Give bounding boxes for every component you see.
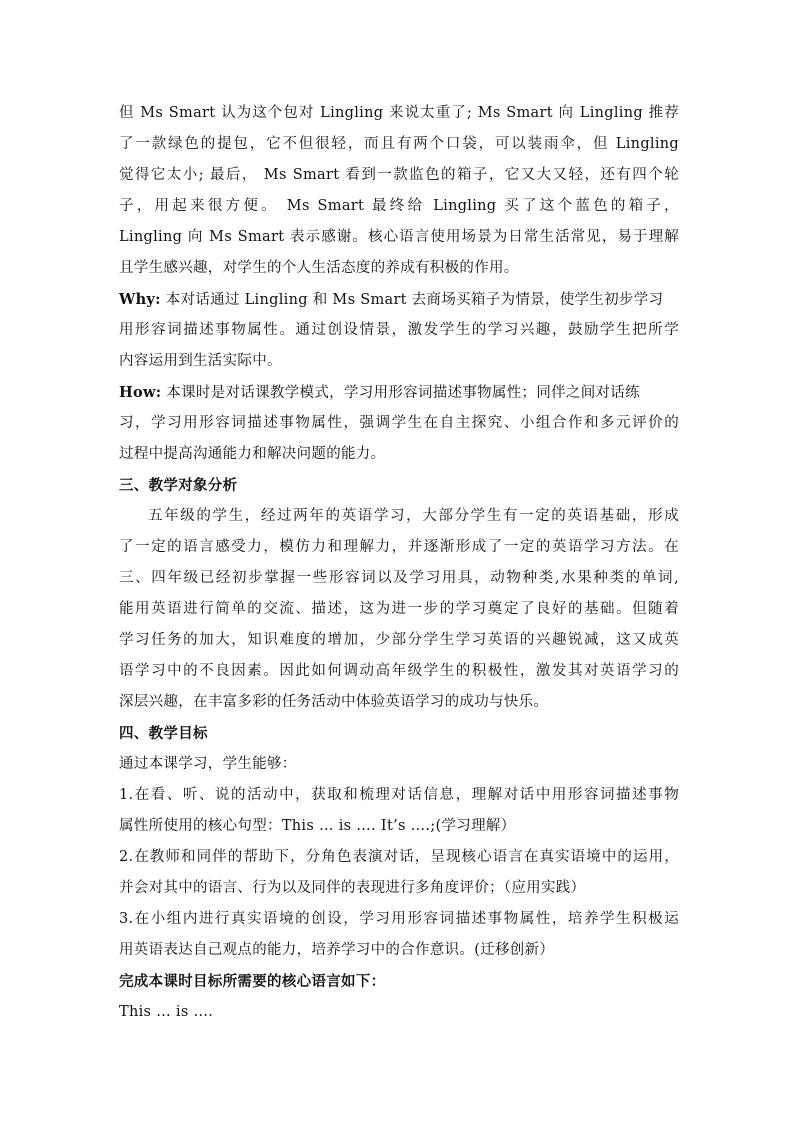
why-label: Why: (119, 291, 161, 308)
text-line: 觉得它太小; 最后， Ms Smart 看到一款监色的箱子，它又大又轻，还有四个轮 (119, 167, 679, 183)
text-line: 且学生感兴趣，对学生的个人生活态度的养成有积极的作用。 (119, 260, 519, 276)
analysis-paragraph (119, 501, 679, 718)
goal-item-1 (119, 780, 679, 842)
section-heading-4: 四、教学目标 (119, 725, 208, 742)
text-line: 三、四年级已经初步掌握一些形容词以及学习用具，动物种类,水果种类的单词, (119, 570, 679, 586)
text-line: 用形容词描述事物属性。通过创设情景，激发学生的学习兴趣，鼓励学生把所学 (119, 322, 679, 338)
document-body (119, 98, 679, 1028)
text-line: 语学习中的不良因素。因此如何调动高年级学生的积极性，激发其对英语学习的 (119, 663, 679, 679)
text-line: 过程中提高沟通能力和解决问题的能力。 (119, 446, 386, 462)
text-line: 深层兴趣，在丰富多彩的任务活动中体验英语学习的成功与快乐。 (119, 694, 549, 710)
goal-item-2 (119, 842, 679, 904)
text-line: 学习任务的加大，知识难度的增加，少部分学生学习英语的兴趣锐减，这又成英 (119, 632, 679, 648)
why-text: 本对话通过 Lingling 和 Ms Smart 去商场买箱子为情景，使学生初步学习 (160, 292, 664, 308)
text-line: Lingling 向 Ms Smart 表示感谢。核心语言使用场景为日常生活常见，易于理解 (119, 229, 679, 245)
text-line: 用英语表达自己观点的能力，培养学习中的合作意识。(迁移创新） (119, 942, 555, 958)
text-line: 能用英语进行简单的交流、描述，这为进一步的学习奠定了良好的基础。但随着 (119, 601, 679, 617)
why-paragraph (119, 284, 679, 377)
text-line (119, 284, 679, 315)
text-line: 1.在看、听、说的活动中，获取和梳理对话信息，理解对话中用形容词描述事物 (119, 787, 679, 803)
section-heading-3: 三、教学对象分析 (119, 477, 238, 494)
text-line: 了一定的语言感受力，模仿力和理解力，并逐渐形成了一定的英语学习方法。在 (119, 539, 679, 555)
text-line: 但 Ms Smart 认为这个包对 Lingling 来说太重了; Ms Smart 向 Lingling 推荐 (119, 105, 679, 121)
text-line: 并会对其中的语言、行为以及同伴的表现进行多角度评价；（应用实践） (119, 880, 586, 896)
text-line: 子，用起来很方便。 Ms Smart 最终给 Lingling 买了这个蓝色的箱子， (119, 198, 679, 214)
text-line: 内容运用到生活实际中。 (119, 353, 282, 369)
how-text: 本课时是对话课教学模式，学习用形容词描述事物属性；同伴之间对话练 (161, 385, 640, 401)
text-line: 了一款绿色的提包，它不但很轻，而且有两个口袋，可以装雨伞，但 Lingling (119, 136, 679, 152)
story-paragraph (119, 98, 679, 284)
text-line: 3.在小组内进行真实语境的创设，学习用形容词描述事物属性，培养学生积极运 (119, 911, 679, 927)
text-line: 属性所使用的核心句型：This … is …. It’s ….;(学习理解） (119, 818, 516, 834)
text-line: 习，学习用形容词描述事物属性，强调学生在自主探究、小组合作和多元评价的 (119, 415, 679, 431)
core-language-line: This … is …. (119, 1004, 214, 1020)
core-language-heading: 完成本课时目标所需要的核心语言如下： (119, 973, 386, 990)
goal-item-3 (119, 904, 679, 966)
how-label: How: (119, 384, 162, 401)
goals-intro: 通过本课学习，学生能够： (119, 756, 297, 772)
text-line: 2.在教师和同伴的帮助下，分角色表演对话，呈现核心语言在真实语境中的运用， (119, 849, 679, 865)
text-line (119, 377, 679, 408)
how-paragraph (119, 377, 679, 470)
text-line: 五年级的学生，经过两年的英语学习，大部分学生有一定的英语基础，形成 (148, 508, 679, 524)
